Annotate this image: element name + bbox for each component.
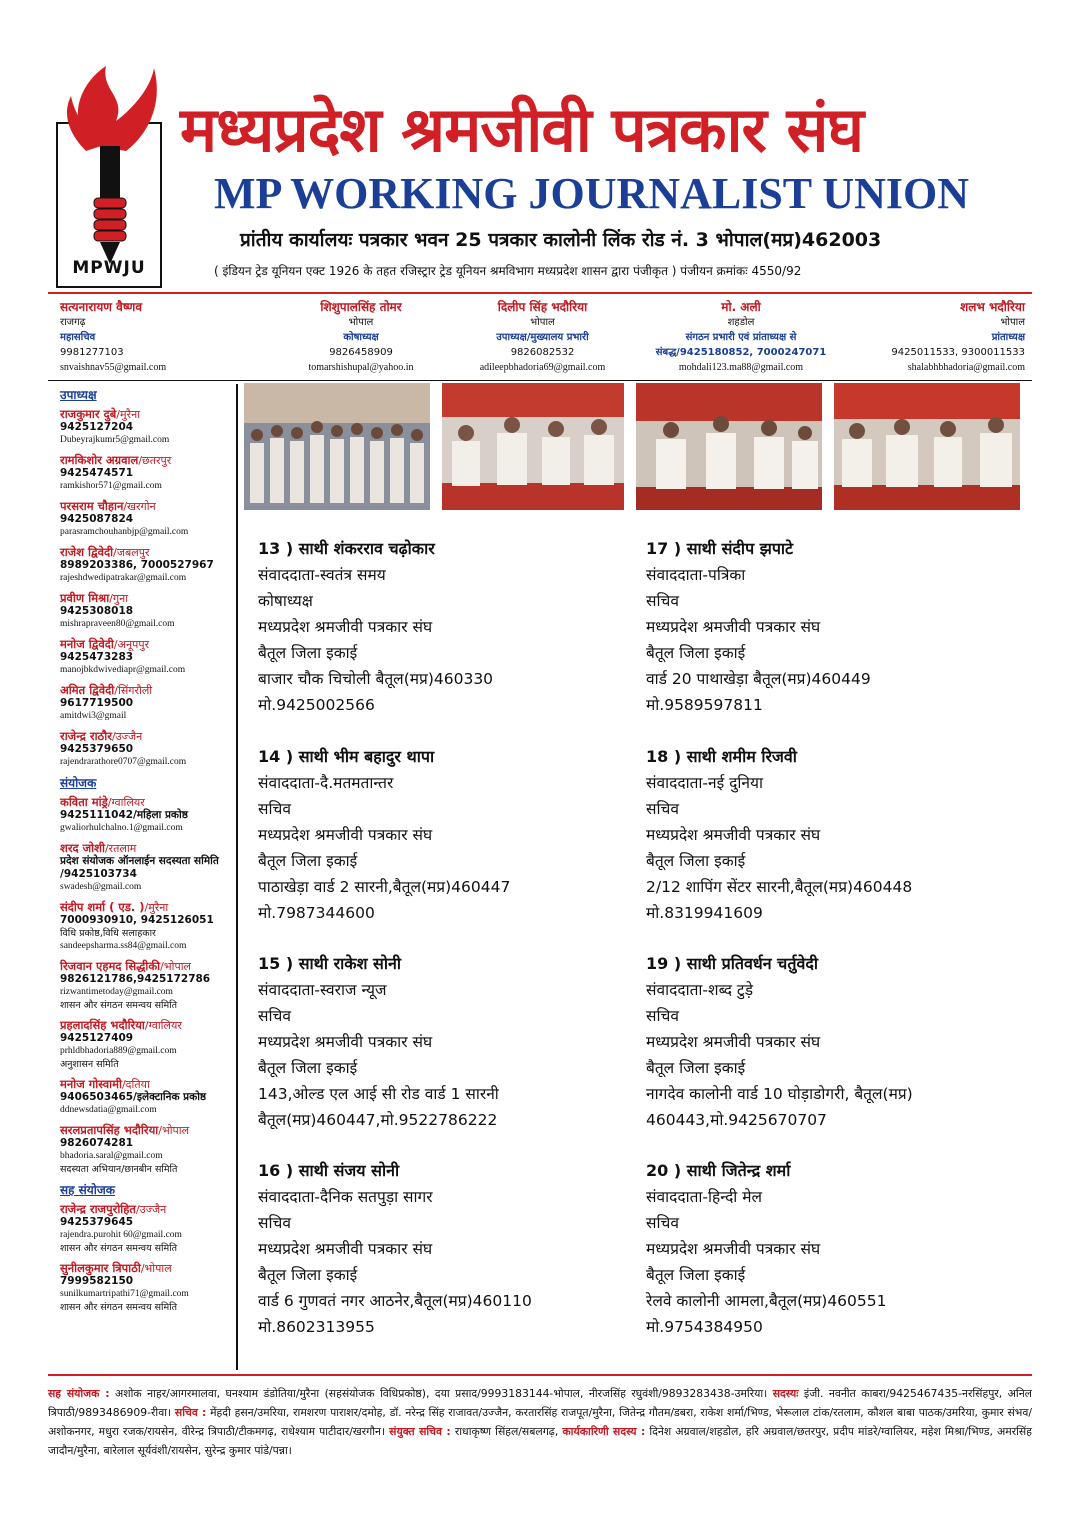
member-line: मध्यप्रदेश श्रमजीवी पत्रकार संघ <box>646 1033 821 1051</box>
person-city: खरगोन <box>127 500 156 513</box>
member-card <box>258 951 628 1133</box>
co-convener-list <box>56 1201 236 1314</box>
person-city: अनूपपुर <box>117 638 150 651</box>
member-line: बैतूल जिला इकाई <box>646 852 746 870</box>
officer-3 <box>460 300 625 375</box>
member-line: मध्यप्रदेश श्रमजीवी पत्रकार संघ <box>646 1240 821 1258</box>
officer-role: उपाध्यक्ष/मुख्यालय प्रभारी <box>496 332 589 343</box>
person-city: सिंगरौली <box>118 684 153 697</box>
office-address: प्रांतीय कार्यालयः पत्रकार भवन 25 पत्रकार कालोनी लिंक रोड नं. 3 भोपाल(मप्र)462003 <box>240 229 882 251</box>
person-email: Dubeyrajkumr5@gmail.com <box>60 435 170 445</box>
group-photo <box>244 383 430 510</box>
footer-label-joint-secretary: संयुक्त सचिव : <box>389 1425 451 1438</box>
member-line: सचिव <box>646 1007 679 1025</box>
officer-2 <box>286 300 436 375</box>
person-email: sandeepsharma.ss84@gmail.com <box>60 941 187 951</box>
sidebar-person <box>60 590 236 631</box>
logo-text: MPWJU <box>72 258 146 278</box>
person-separator: / <box>138 454 143 467</box>
person-city: ग्वालियर <box>148 1019 182 1032</box>
member-heading: 14 ) साथी भीम बहादुर थापा <box>258 747 435 766</box>
person-committee: विधि प्रकोष्ठ,विधि सलाहकार <box>60 928 156 939</box>
person-name-line <box>60 899 236 914</box>
person-name: राजकुमार दुबे <box>60 407 117 421</box>
officer-role: महासचिव <box>60 332 96 343</box>
officer-place: भोपाल <box>1000 317 1025 328</box>
member-line: सचिव <box>258 800 291 818</box>
person-city: ग्वालियर <box>111 796 145 809</box>
person-name: परसराम चौहान <box>60 499 124 513</box>
officer-email: shalabhbhadoria@gmail.com <box>907 362 1025 373</box>
member-line: सचिव <box>646 592 679 610</box>
member-card <box>258 1158 628 1340</box>
person-name: प्रवीण मिश्रा <box>60 591 110 605</box>
sidebar-person <box>60 728 236 769</box>
sidebar-person <box>60 1122 236 1176</box>
member-card <box>258 744 628 926</box>
officer-email: mohdali123.ma88@gmail.com <box>678 362 804 373</box>
sidebar-person <box>60 1076 236 1117</box>
member-line: पाठाखेड़ा वार्ड 2 सारनी,बैतूल(मप्र)460447 <box>258 878 511 896</box>
member-line: संवाददाता-दैनिक सतपुड़ा सागर <box>258 1188 433 1206</box>
person-city: उज्जैन <box>115 730 143 743</box>
sidebar-heading-co-conveners: सह संयोजक <box>60 1183 115 1197</box>
member-line: मो.9754384950 <box>646 1318 763 1336</box>
person-phone: 9425379645 <box>60 1216 134 1228</box>
member-line: संवाददाता-स्वराज न्यूज <box>258 981 387 999</box>
sidebar-person <box>60 544 236 585</box>
person-phone: 9406503465/इलेक्टानिक प्रकोष्ठ <box>60 1091 207 1103</box>
member-heading: 13 ) साथी शंकरराव चढ़ोकार <box>258 539 435 558</box>
person-email: rajeshdwedipatrakar@gmail.com <box>60 573 187 583</box>
officer-phone: 9425011533, 9300011533 <box>891 347 1025 358</box>
sidebar-person <box>60 899 236 953</box>
officers-divider <box>48 380 1032 381</box>
person-committee: अनुशासन समिति <box>60 1059 119 1070</box>
member-line: सचिव <box>646 1214 679 1232</box>
member-line: सचिव <box>258 1007 291 1025</box>
person-phone: प्रदेश संयोजक ऑनलाईन सदस्यता समिति /9425103734 <box>60 855 219 880</box>
person-city: भोपाल <box>161 1124 190 1137</box>
person-name-line <box>60 406 236 421</box>
member-line: नागदेव कालोनी वार्ड 10 घोड़ाडोगरी, बैतूल(मप्र) <box>646 1085 913 1103</box>
person-separator: / <box>114 684 118 697</box>
person-name-line <box>60 1201 236 1216</box>
sidebar-person <box>60 452 236 493</box>
member-card <box>646 951 1026 1133</box>
person-city: जबलपुर <box>116 546 150 559</box>
person-email: ramkishor571@gmail.com <box>60 481 162 491</box>
person-city: भोपाल <box>163 960 192 973</box>
person-name-line <box>60 590 236 605</box>
person-committee: शासन और संगठन समन्वय समिति <box>60 1000 178 1011</box>
person-email: rizwantimetoday@gmail.com <box>60 987 173 997</box>
officer-role: संगठन प्रभारी एवं प्रांताध्यक्ष से संबद्ध/9425180852, 7000247071 <box>655 332 827 358</box>
person-email: rajendra.purohit 60@gmail.com <box>60 1230 182 1240</box>
member-line: बैतूल जिला इकाई <box>258 644 358 662</box>
person-phone: 7000930910, 9425126051 <box>60 914 214 926</box>
person-name-line <box>60 1122 236 1137</box>
member-line: मो.8319941609 <box>646 904 763 922</box>
member-heading: 15 ) साथी राकेश सोनी <box>258 954 402 973</box>
person-phone: 9425473283 <box>60 651 134 663</box>
officer-phone: 9826082532 <box>510 347 575 358</box>
person-separator: / <box>107 796 112 809</box>
member-card <box>646 1158 1026 1340</box>
member-card <box>646 536 1026 718</box>
person-name-line <box>60 1076 236 1091</box>
person-phone: 9425087824 <box>60 513 134 525</box>
member-line: संवाददाता-हिन्दी मेल <box>646 1188 763 1206</box>
person-separator: / <box>116 408 121 421</box>
person-name-line <box>60 498 236 513</box>
person-phone: 9425474571 <box>60 467 134 479</box>
person-separator: / <box>135 1203 140 1216</box>
member-line: वार्ड 6 गुणवतं नगर आठनेर,बैतूल(मप्र)460110 <box>258 1292 532 1310</box>
person-separator: / <box>109 592 113 605</box>
member-line: बैतूल(मप्र)460447,मो.9522786222 <box>258 1111 498 1129</box>
person-name-line <box>60 1017 236 1032</box>
person-name-line <box>60 1260 236 1275</box>
member-line: मो.8602313955 <box>258 1318 375 1336</box>
member-line: मध्यप्रदेश श्रमजीवी पत्रकार संघ <box>258 618 433 636</box>
sidebar <box>56 384 238 1370</box>
sidebar-person <box>60 840 236 894</box>
sidebar-person <box>60 636 236 677</box>
member-card <box>646 744 1026 926</box>
sidebar-person <box>60 1201 236 1255</box>
officer-name: शलभ भदौरिया <box>960 300 1025 314</box>
officer-email: tomarshishupal@yahoo.in <box>308 362 414 373</box>
stage-photo <box>636 383 822 510</box>
person-phone: 9425127409 <box>60 1032 134 1044</box>
person-name: राजेन्द्र राजपुरोहित <box>60 1202 136 1216</box>
person-city: मुरैना <box>120 408 141 421</box>
person-name: मनोज गोस्वामी <box>60 1077 122 1091</box>
member-line: मध्यप्रदेश श्रमजीवी पत्रकार संघ <box>258 1240 433 1258</box>
member-line: संवाददाता-दै.मतमतान्तर <box>258 774 394 792</box>
member-line: सचिव <box>646 800 679 818</box>
sidebar-person <box>60 1017 236 1071</box>
person-name-line <box>60 636 236 651</box>
sidebar-person <box>60 498 236 539</box>
officer-place: भोपाल <box>530 317 555 328</box>
person-city: मुरैना <box>148 901 169 914</box>
member-line: मध्यप्रदेश श्रमजीवी पत्रकार संघ <box>646 826 821 844</box>
person-phone: 7999582150 <box>60 1275 134 1287</box>
person-committee: शासन और संगठन समन्वय समिति <box>60 1302 178 1313</box>
person-email: parasramchouhanbjp@gmail.com <box>60 527 189 537</box>
person-city: रतलाम <box>108 842 137 855</box>
member-line: संवाददाता-पत्रिका <box>646 566 746 584</box>
person-separator: / <box>140 1262 145 1275</box>
officer-role: प्रांताध्यक्ष <box>991 332 1025 343</box>
person-phone: 9826074281 <box>60 1137 134 1149</box>
officer-place: भोपाल <box>348 317 374 328</box>
person-city: छतरपुर <box>142 454 172 467</box>
stage-photo <box>442 383 624 510</box>
header-divider <box>48 292 1032 294</box>
person-name: कविता मांड्रे <box>60 795 108 809</box>
officer-name: सत्यनारायण वैष्णव <box>60 300 143 314</box>
person-separator: / <box>111 730 116 743</box>
person-name: रामकिशोर अग्रवाल <box>60 453 139 467</box>
person-city: उज्जैन <box>139 1203 167 1216</box>
person-name-line <box>60 794 236 809</box>
person-phone: 9425127204 <box>60 421 134 433</box>
letterhead <box>0 0 1080 292</box>
person-name-line <box>60 682 236 697</box>
person-email: gwaliorhulchalno.1@gmail.com <box>60 823 183 833</box>
member-line: संवाददाता-नई दुनिया <box>646 774 764 792</box>
member-line: बैतूल जिला इकाई <box>258 1059 358 1077</box>
officer-email: snvaishnav55@gmail.com <box>60 362 167 373</box>
member-line: मो.9589597811 <box>646 696 763 714</box>
person-name: प्रहलादसिंह भदौरिया <box>60 1018 145 1032</box>
person-name: अमित द्विवेदी <box>60 683 115 697</box>
officer-name: दिलीप सिंह भदौरिया <box>497 300 588 314</box>
member-line: बैतूल जिला इकाई <box>258 1266 358 1284</box>
officer-4 <box>646 300 836 375</box>
person-separator: / <box>113 546 117 559</box>
member-line: 143,ओल्ड एल आई सी रोड वार्ड 1 सारनी <box>258 1085 499 1103</box>
officers-row <box>60 300 1025 378</box>
person-city: दतिया <box>125 1078 150 1091</box>
person-name: सुनीलकुमार त्रिपाठी <box>60 1261 141 1275</box>
person-email: mishrapraveen80@gmail.com <box>60 619 175 629</box>
person-phone: 9425308018 <box>60 605 134 617</box>
person-separator: / <box>160 960 164 973</box>
person-separator: / <box>144 901 149 914</box>
person-name-line <box>60 452 236 467</box>
sidebar-person <box>60 1260 236 1314</box>
person-name: रिजवान एहमद सिद्धीकी <box>60 959 161 973</box>
person-committee: सदस्यता अभियान/छानबीन समिति <box>60 1164 178 1175</box>
member-line: रेलवे कालोनी आमला,बैतूल(मप्र)460551 <box>646 1292 887 1310</box>
member-heading: 18 ) साथी शमीम रिजवी <box>646 747 797 766</box>
person-phone: 9617719500 <box>60 697 134 709</box>
stage-photo <box>834 383 1020 510</box>
member-line: कोषाध्यक्ष <box>258 592 313 610</box>
person-name: राजेन्द्र राठौर <box>60 729 112 743</box>
member-card <box>258 536 628 718</box>
officer-name: शिशुपालसिंह तोमर <box>320 300 402 314</box>
member-line: 2/12 शापिंग सेंटर सारनी,बैतूल(मप्र)460448 <box>646 878 913 896</box>
footer-label-secretary: सचिव : <box>174 1406 207 1419</box>
officer-role: कोषाध्यक्ष <box>343 332 379 343</box>
person-separator: / <box>113 638 118 651</box>
person-phone: 8989203386, 7000527967 <box>60 559 214 571</box>
footer-co-convener-text: अशोक नाहर/आगरमालवा, घनश्याम डंडोतिया/मुरैना (सहसंयोजक विधिप्रकोष्ठ), दया प्रसाद/9993183144-भोपाल, नीरजसिंह रघुवंशी/9893283438-उमरिया। <box>115 1387 768 1400</box>
pen-torch-logo-icon <box>56 66 166 266</box>
footer-label-members: सदस्यः <box>772 1387 799 1400</box>
footer-label-co-convener: सह संयोजक : <box>48 1387 110 1400</box>
person-name: शरद जोशी <box>60 841 105 855</box>
sidebar-heading-conveners: संयोजक <box>60 776 97 790</box>
member-line: बाजार चौक चिचोली बैतूल(मप्र)460330 <box>258 670 494 688</box>
person-separator: / <box>104 842 109 855</box>
person-email: bhadoria.saral@gmail.com <box>60 1151 163 1161</box>
member-line: मध्यप्रदेश श्रमजीवी पत्रकार संघ <box>258 1033 433 1051</box>
person-name-line <box>60 728 236 743</box>
person-email: amitdwi3@gmail <box>60 711 127 721</box>
member-line: संवाददाता-स्वतंत्र समय <box>258 566 386 584</box>
footer-secretary-text: मेंहदी हसन/उमरिया, रामशरण पाराशर/दमोह, डॉ. नरेन्द्र सिंह राजावत/उज्जैन, करतारसिंह राजपूत/मुरैना, जितेन्द्र गौतम/डबरा, राकेश शर्मा/भिण्ड, भेरूलाल टांक/रतलाम, कौशल बाबा पाठक/उमरिया, कुमार संभव/अशोकनगर, मधुरा रजक/रायसेन, वीरेन्द्र त्रिपाठी/टीकमगढ़, राधेश्याम पाटीदार/खरगौन। <box>48 1406 1033 1438</box>
officer-place: शहडोल <box>727 317 755 328</box>
sidebar-person <box>60 682 236 723</box>
person-name: मनोज द्विवेदी <box>60 637 114 651</box>
member-line: बैतूल जिला इकाई <box>258 852 358 870</box>
person-name: संदीप शर्मा ( एड. ) <box>60 900 145 914</box>
sidebar-person <box>60 794 236 835</box>
officer-name: मो. अली <box>721 300 761 314</box>
member-line: संवाददाता-शब्द टुड़े <box>646 981 753 999</box>
officer-1 <box>60 300 230 375</box>
person-separator: / <box>123 500 128 513</box>
member-heading: 19 ) साथी प्रतिवर्धन चर्तुवेदी <box>646 954 818 973</box>
person-committee: शासन और संगठन समन्वय समिति <box>60 1243 178 1254</box>
person-email: swadesh@gmail.com <box>60 882 142 892</box>
person-phone: 9826121786,9425172786 <box>60 973 211 985</box>
person-email: sunilkumartripathi71@gmail.com <box>60 1289 189 1299</box>
member-line: बैतूल जिला इकाई <box>646 644 746 662</box>
officer-phone: 9981277103 <box>60 347 124 358</box>
person-city: भोपाल <box>144 1262 172 1275</box>
member-line: बैतूल जिला इकाई <box>646 1059 746 1077</box>
officer-email: adileepbhadoria69@gmail.com <box>479 362 606 373</box>
member-heading: 17 ) साथी संदीप झपाटे <box>646 539 794 558</box>
title-english: MP WORKING JOURNALIST UNION <box>214 169 970 218</box>
member-line: वार्ड 20 पाथाखेड़ा बैतूल(मप्र)460449 <box>646 670 871 688</box>
footer-executive-text: दिनेश अग्रवाल/शहडोल, हरि अग्रवाल/छतरपुर, प्रदीप मांडरे/ग्वालियर, महेश मिश्रा/भिण्ड, अमरसिंह जादौन/मुरैना, बारेलाल सूर्यवंशी/रायसेन, सुरेन्द्र कुमार पांडे/पन्ना। <box>48 1425 1032 1457</box>
person-name: सरलप्रतापसिंह भदौरिया <box>60 1123 159 1137</box>
footer-members <box>48 1384 1032 1460</box>
convener-list <box>56 794 236 1176</box>
person-name-line <box>60 840 236 855</box>
person-phone: 9425111042/महिला प्रकोष्ठ <box>60 809 188 821</box>
person-name-line <box>60 958 236 973</box>
member-line: मो.7987344600 <box>258 904 375 922</box>
title-hindi: मध्यप्रदेश श्रमजीवी पत्रकार संघ <box>180 93 864 166</box>
person-separator: / <box>158 1124 162 1137</box>
member-line: 460443,मो.9425670707 <box>646 1111 827 1129</box>
footer-divider <box>48 1374 1032 1376</box>
person-name-line <box>60 544 236 559</box>
person-city: गुना <box>112 592 129 605</box>
member-heading: 16 ) साथी संजय सोनी <box>258 1161 400 1180</box>
person-separator: / <box>144 1019 149 1032</box>
member-line: सचिव <box>258 1214 291 1232</box>
vice-president-list <box>56 406 236 769</box>
officer-place: राजगढ़ <box>60 317 86 328</box>
footer-members-text: इंजी. नवनीत काबरा/9425467435-नरसिंहपुर, अनिल त्रिपाठी/9893486909-रीवा। <box>48 1387 1033 1419</box>
member-line: मध्यप्रदेश श्रमजीवी पत्रकार संघ <box>646 618 821 636</box>
person-email: rajendrarathore0707@gmail.com <box>60 757 187 767</box>
person-email: manojbkdwivediapr@gmail.com <box>60 665 186 675</box>
person-phone: 9425379650 <box>60 743 134 755</box>
person-name: राजेश द्विवेदी <box>60 545 114 559</box>
person-email: ddnewsdatia@gmail.com <box>60 1105 157 1115</box>
person-separator: / <box>121 1078 126 1091</box>
officer-phone: 9826458909 <box>329 347 393 358</box>
member-heading: 20 ) साथी जितेन्द्र शर्मा <box>646 1161 791 1180</box>
sidebar-person <box>60 958 236 1012</box>
member-line: बैतूल जिला इकाई <box>646 1266 746 1284</box>
registration-line: ( इंडियन ट्रेड यूनियन एक्ट 1926 के तहत रजिस्ट्रार ट्रेड यूनियन श्रमविभाग मध्यप्रदेश शासन द्वारा पंजीकृत ) पंजीयन क्रमांकः 4550/92 <box>214 264 802 278</box>
officer-5 <box>870 300 1025 375</box>
footer-joint-secretary-text: राधाकृष्ण सिंहल/सबलगढ़, <box>454 1425 559 1438</box>
member-line: मध्यप्रदेश श्रमजीवी पत्रकार संघ <box>258 826 433 844</box>
member-line: मो.9425002566 <box>258 696 375 714</box>
footer-label-executive: कार्यकारिणी सदस्य : <box>562 1425 646 1438</box>
sidebar-heading-vice-presidents: उपाध्यक्ष <box>60 388 97 402</box>
sidebar-person <box>60 406 236 447</box>
person-email: prhldbhadoria889@gmail.com <box>60 1046 177 1056</box>
